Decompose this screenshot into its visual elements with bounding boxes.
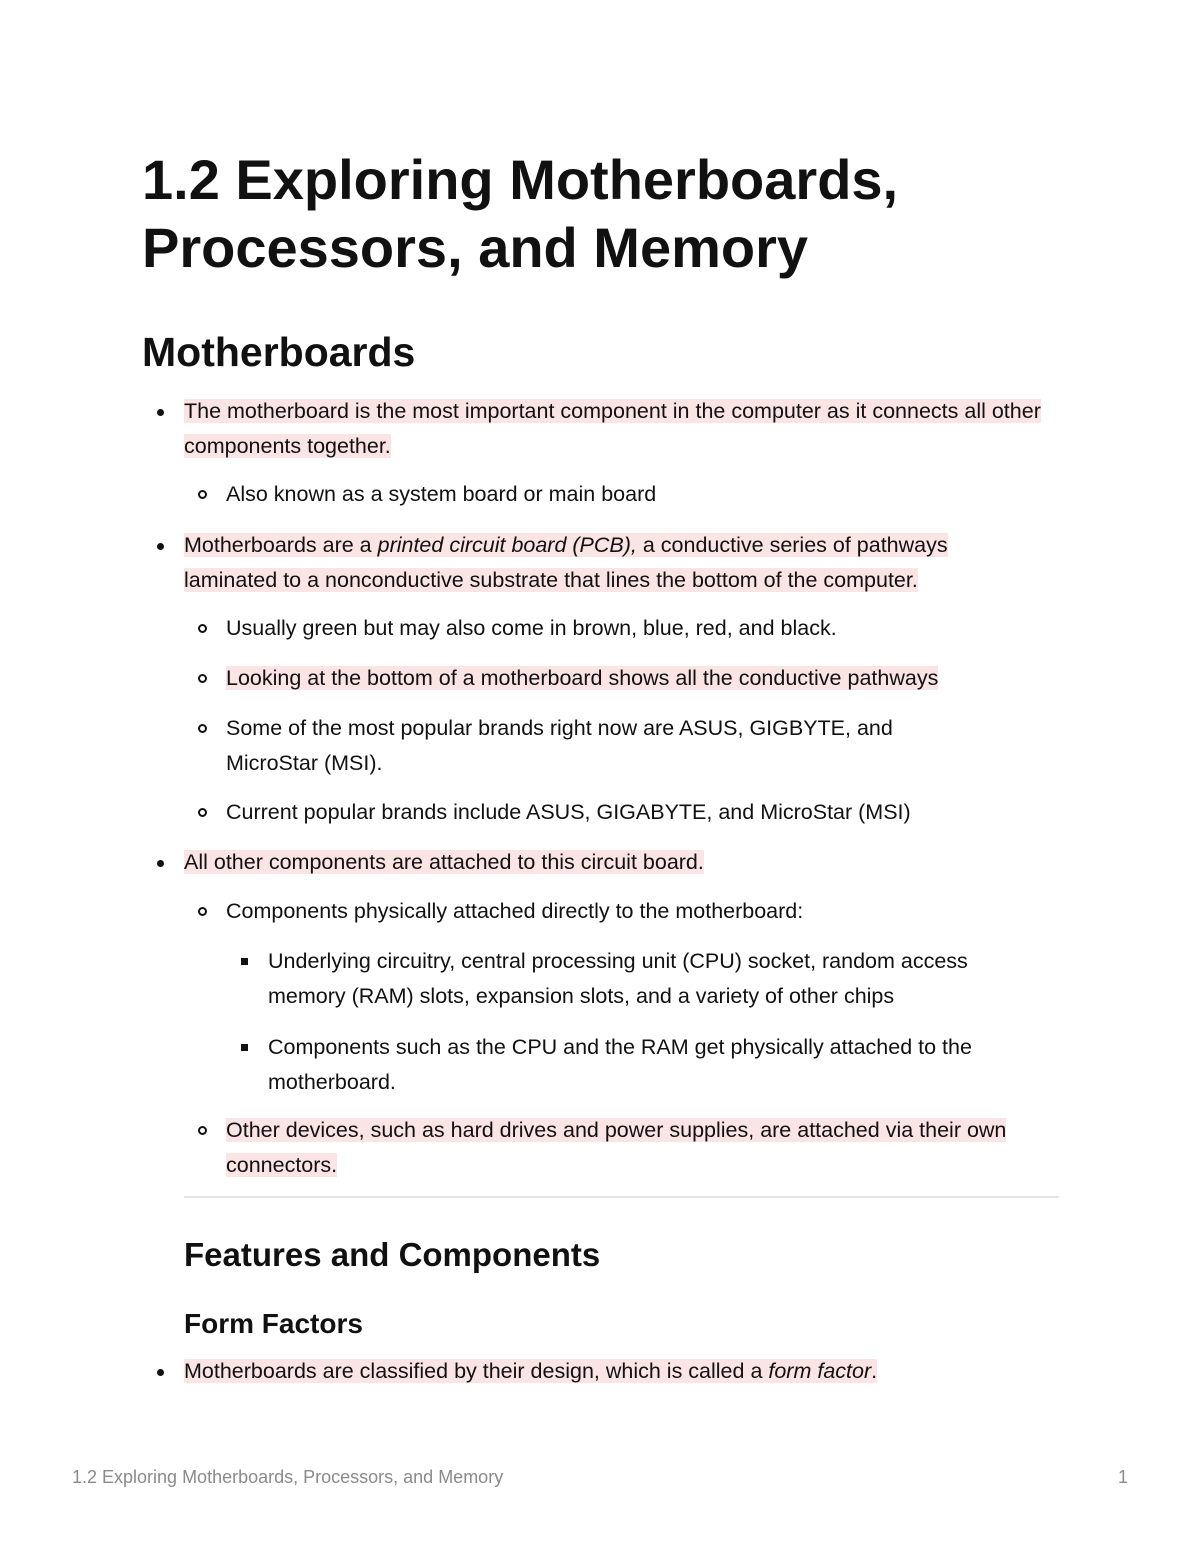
item-text-after: . [871, 1359, 878, 1383]
section-heading-motherboards: Motherboards [142, 329, 416, 375]
disc-bullet-icon [157, 409, 164, 416]
highlighted-text [184, 1359, 877, 1383]
circle-bullet-icon [198, 1126, 207, 1135]
item-text: Underlying circuitry, central processing unit (CPU) socket, random access memory (RAM) slots, expansion slots, and a variety of other chips [268, 949, 968, 1008]
list-item [226, 894, 1046, 929]
subsection-heading-form-factors: Form Factors [184, 1308, 363, 1339]
square-bullet-icon [241, 1044, 248, 1051]
circle-bullet-icon [198, 490, 207, 499]
circle-bullet-icon [198, 808, 207, 817]
item-text-emphasis: form factor [768, 1359, 872, 1383]
list-item [268, 944, 1048, 1014]
list-item [226, 661, 1046, 696]
item-text: Some of the most popular brands right now are ASUS, GIGBYTE, and MicroStar (MSI). [226, 716, 893, 775]
item-text: Current popular brands include ASUS, GIGABYTE, and MicroStar (MSI) [226, 800, 911, 824]
item-text-emphasis: printed circuit board (PCB), [377, 533, 637, 557]
item-text-before: Motherboards are classified by their design, which is called a [184, 1359, 769, 1383]
list-item [184, 1354, 1044, 1389]
item-text: Components such as the CPU and the RAM get physically attached to the motherboard. [268, 1035, 972, 1094]
highlighted-text [184, 533, 948, 592]
item-text: Also known as a system board or main board [226, 482, 657, 506]
circle-bullet-icon [198, 724, 207, 733]
highlighted-text: All other components are attached to this circuit board. [184, 850, 704, 874]
highlighted-text: The motherboard is the most important component in the computer as it connects all other components together. [184, 399, 1041, 458]
footer-page-number: 1 [1117, 1467, 1128, 1487]
circle-bullet-icon [198, 907, 207, 916]
disc-bullet-icon [157, 860, 164, 867]
list-item [226, 477, 1046, 512]
list-item [268, 1030, 1048, 1100]
list-item [226, 711, 986, 781]
list-item [226, 795, 1046, 830]
square-bullet-icon [241, 958, 248, 965]
item-text-after: a conductive series of pathways laminated to a nonconductive substrate that lines the bottom of the computer. [184, 533, 948, 592]
item-text: Components physically attached directly to the motherboard: [226, 899, 804, 923]
disc-bullet-icon [157, 543, 164, 550]
list-item [184, 394, 1044, 464]
subsection-heading-features: Features and Components [184, 1236, 601, 1273]
item-text: Usually green but may also come in brown, blue, red, and black. [226, 616, 837, 640]
list-item [226, 1113, 1046, 1183]
item-text-before: Motherboards are a [184, 533, 378, 557]
list-item [184, 528, 1044, 598]
circle-bullet-icon [198, 624, 207, 633]
highlighted-text: Other devices, such as hard drives and power supplies, are attached via their own connectors. [226, 1118, 1007, 1177]
list-item [226, 611, 1046, 646]
footer-title: 1.2 Exploring Motherboards, Processors, and Memory [72, 1467, 504, 1487]
highlighted-text: Looking at the bottom of a motherboard shows all the conductive pathways [226, 666, 939, 690]
circle-bullet-icon [198, 674, 207, 683]
list-item [184, 845, 1044, 880]
section-divider [184, 1196, 1059, 1198]
page-title: 1.2 Exploring Motherboards, Processors, and Memory [142, 148, 899, 279]
disc-bullet-icon [157, 1369, 164, 1376]
